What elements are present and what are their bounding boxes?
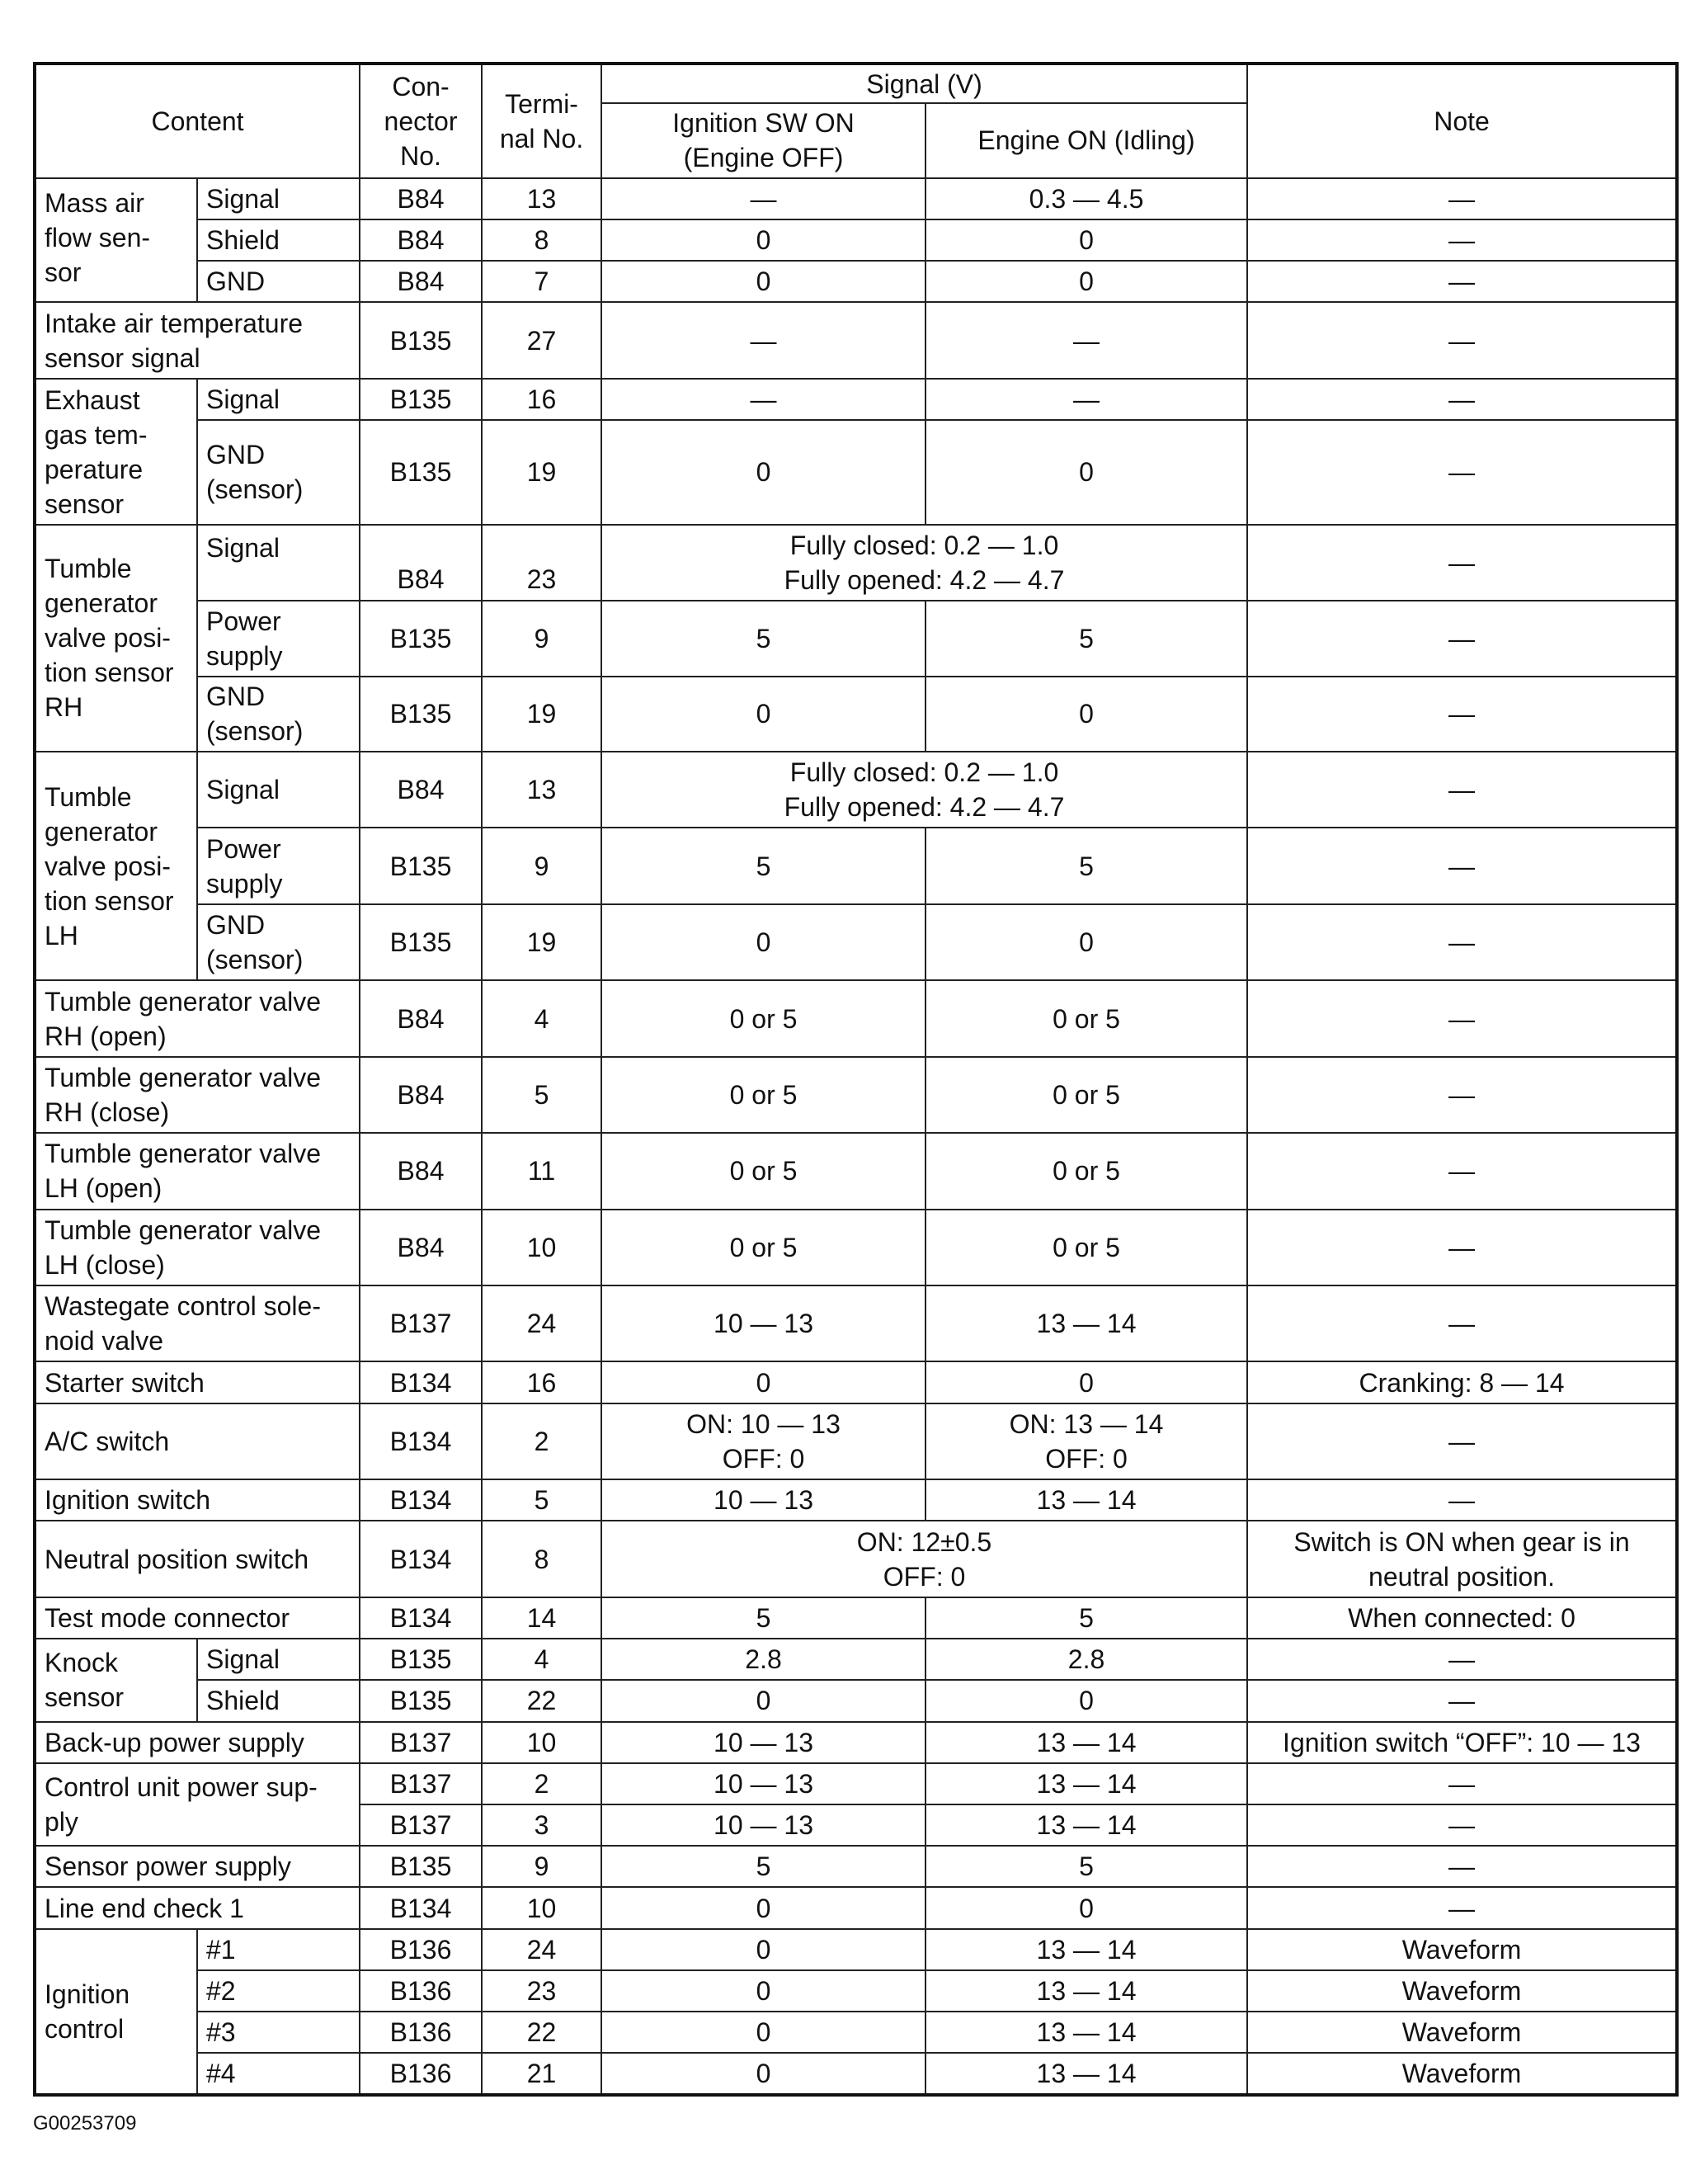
connector-cell: B137: [360, 1285, 482, 1361]
terminal-cell: 19: [482, 420, 601, 525]
table-row: [35, 1680, 1677, 1721]
table-row: [35, 1763, 1677, 1804]
ignition-value: 0: [601, 677, 926, 752]
ignition-value: 0: [601, 1361, 926, 1403]
engine-value: 13 — 14: [926, 1285, 1247, 1361]
engine-value: 13 — 14: [926, 1479, 1247, 1521]
connector-cell: B134: [360, 1361, 482, 1403]
note-cell: —: [1247, 1639, 1677, 1680]
table-row: [35, 1133, 1677, 1209]
engine-value: 0: [926, 1680, 1247, 1721]
table-row: [35, 1887, 1677, 1928]
terminal-cell: 5: [482, 1057, 601, 1133]
engine-value: 0.3 — 4.5: [926, 178, 1247, 219]
engine-value: 13 — 14: [926, 1763, 1247, 1804]
terminal-cell: 24: [482, 1929, 601, 1970]
table-row: [35, 904, 1677, 980]
sub-item: #4: [197, 2053, 360, 2095]
connector-cell: B136: [360, 2053, 482, 2095]
merged-signal: Fully closed: 0.2 — 1.0 Fully opened: 4.2 — 4.7: [601, 752, 1247, 828]
connector-cell: B84: [360, 219, 482, 261]
ignition-value: 0: [601, 1929, 926, 1970]
ignition-value: 10 — 13: [601, 1479, 926, 1521]
table-row: [35, 178, 1677, 219]
sub-item: Shield: [197, 219, 360, 261]
connector-cell: B136: [360, 2012, 482, 2053]
engine-value: 0: [926, 261, 1247, 302]
merged-signal: ON: 12±0.5 OFF: 0: [601, 1521, 1247, 1597]
engine-value: 5: [926, 1597, 1247, 1639]
terminal-cell: 22: [482, 1680, 601, 1721]
table-row: [35, 2053, 1677, 2095]
note-cell: When connected: 0: [1247, 1597, 1677, 1639]
ignition-value: 0: [601, 1887, 926, 1928]
note-cell: —: [1247, 677, 1677, 752]
note-cell: —: [1247, 302, 1677, 378]
note-cell: —: [1247, 904, 1677, 980]
header-engine-on: Engine ON (Idling): [926, 103, 1247, 177]
connector-cell: B84: [360, 525, 482, 601]
engine-value: 2.8: [926, 1639, 1247, 1680]
terminal-cell: 19: [482, 677, 601, 752]
ignition-value: 0 or 5: [601, 1210, 926, 1285]
ignition-value: —: [601, 302, 926, 378]
connector-cell: B135: [360, 677, 482, 752]
connector-cell: B84: [360, 1210, 482, 1285]
header-connector: Con- nector No.: [360, 64, 482, 178]
ignition-value: 0: [601, 219, 926, 261]
connector-cell: B136: [360, 1970, 482, 2012]
connector-cell: B136: [360, 1929, 482, 1970]
connector-cell: B135: [360, 828, 482, 903]
ignition-value: —: [601, 379, 926, 420]
engine-value: 0 or 5: [926, 1210, 1247, 1285]
engine-value: —: [926, 302, 1247, 378]
header-content: Content: [35, 64, 360, 178]
terminal-cell: 22: [482, 2012, 601, 2053]
sub-item: Power supply: [197, 601, 360, 676]
terminal-cell: 14: [482, 1597, 601, 1639]
terminal-cell: 9: [482, 828, 601, 903]
connector-cell: B134: [360, 1479, 482, 1521]
terminal-cell: 2: [482, 1763, 601, 1804]
group-label: Mass air flow sen- sor: [35, 178, 197, 303]
ignition-value: 5: [601, 828, 926, 903]
ignition-value: 10 — 13: [601, 1804, 926, 1846]
terminal-cell: 4: [482, 1639, 601, 1680]
connector-cell: B135: [360, 904, 482, 980]
engine-value: 13 — 14: [926, 2012, 1247, 2053]
sub-item: GND (sensor): [197, 677, 360, 752]
note-cell: —: [1247, 601, 1677, 676]
ignition-value: 0: [601, 420, 926, 525]
note-cell: —: [1247, 261, 1677, 302]
connector-cell: B135: [360, 601, 482, 676]
engine-value: 5: [926, 1846, 1247, 1887]
ignition-value: 10 — 13: [601, 1722, 926, 1763]
note-cell: —: [1247, 1680, 1677, 1721]
connector-cell: B84: [360, 980, 482, 1056]
content-cell: Neutral position switch: [35, 1521, 360, 1597]
connector-cell: B137: [360, 1763, 482, 1804]
terminal-cell: 21: [482, 2053, 601, 2095]
ignition-value: 5: [601, 1846, 926, 1887]
group-label: Control unit power sup- ply: [35, 1763, 360, 1846]
table-row: [35, 302, 1677, 378]
terminal-cell: 24: [482, 1285, 601, 1361]
connector-cell: B135: [360, 420, 482, 525]
content-cell: Line end check 1: [35, 1887, 360, 1928]
note-cell: Ignition switch “OFF”: 10 — 13: [1247, 1722, 1677, 1763]
header-note: Note: [1247, 64, 1677, 178]
merged-signal: Fully closed: 0.2 — 1.0 Fully opened: 4.2 — 4.7: [601, 525, 1247, 601]
group-label: Tumble generator valve posi- tion sensor RH: [35, 525, 197, 752]
note-cell: Cranking: 8 — 14: [1247, 1361, 1677, 1403]
ignition-value: 0: [601, 904, 926, 980]
terminal-cell: 19: [482, 904, 601, 980]
note-cell: —: [1247, 1804, 1677, 1846]
terminal-cell: 16: [482, 1361, 601, 1403]
note-cell: Waveform: [1247, 2053, 1677, 2095]
sub-item: Signal: [197, 752, 360, 828]
note-cell: —: [1247, 980, 1677, 1056]
table-row: [35, 601, 1677, 676]
note-cell: Switch is ON when gear is in neutral position.: [1247, 1521, 1677, 1597]
note-cell: —: [1247, 178, 1677, 219]
note-cell: —: [1247, 1133, 1677, 1209]
sub-item: Shield: [197, 1680, 360, 1721]
note-cell: —: [1247, 1763, 1677, 1804]
ignition-value: 0: [601, 2053, 926, 2095]
sub-item: Signal: [197, 178, 360, 219]
group-label: Knock sensor: [35, 1639, 197, 1721]
content-cell: Sensor power supply: [35, 1846, 360, 1887]
table-row: [35, 1929, 1677, 1970]
terminal-cell: 27: [482, 302, 601, 378]
terminal-cell: 7: [482, 261, 601, 302]
terminal-cell: 9: [482, 1846, 601, 1887]
note-cell: —: [1247, 379, 1677, 420]
note-cell: —: [1247, 1479, 1677, 1521]
table-row: [35, 752, 1677, 828]
engine-value: 0 or 5: [926, 980, 1247, 1056]
connector-cell: B84: [360, 1133, 482, 1209]
engine-value: 0: [926, 677, 1247, 752]
header-signal: Signal (V): [601, 64, 1247, 103]
ignition-value: 2.8: [601, 1639, 926, 1680]
note-cell: —: [1247, 420, 1677, 525]
ignition-value: —: [601, 178, 926, 219]
note-cell: —: [1247, 752, 1677, 828]
group-label: Tumble generator valve posi- tion sensor LH: [35, 752, 197, 980]
content-cell: Starter switch: [35, 1361, 360, 1403]
table-row: [35, 677, 1677, 752]
table-row: [35, 1846, 1677, 1887]
table-row: [35, 219, 1677, 261]
table-row: [35, 1479, 1677, 1521]
connector-cell: B137: [360, 1722, 482, 1763]
ignition-value: 5: [601, 1597, 926, 1639]
sub-item: #1: [197, 1929, 360, 1970]
table-row: [35, 1285, 1677, 1361]
note-cell: Waveform: [1247, 2012, 1677, 2053]
table-row: [35, 1057, 1677, 1133]
content-cell: Intake air temperature sensor signal: [35, 302, 360, 378]
sub-item: GND (sensor): [197, 904, 360, 980]
ignition-value: 5: [601, 601, 926, 676]
header-ignition-on: Ignition SW ON (Engine OFF): [601, 103, 926, 177]
connector-cell: B84: [360, 178, 482, 219]
table-row: [35, 1722, 1677, 1763]
terminal-cell: 4: [482, 980, 601, 1056]
ignition-value: 0: [601, 1680, 926, 1721]
signal-table: [33, 62, 1679, 2097]
engine-value: 0: [926, 1887, 1247, 1928]
table-row: [35, 1210, 1677, 1285]
terminal-cell: 10: [482, 1210, 601, 1285]
table-row: [35, 2012, 1677, 2053]
engine-value: 13 — 14: [926, 1970, 1247, 2012]
terminal-cell: 8: [482, 219, 601, 261]
terminal-cell: 23: [482, 525, 601, 601]
ignition-value: ON: 10 — 13 OFF: 0: [601, 1403, 926, 1479]
engine-value: 0 or 5: [926, 1133, 1247, 1209]
terminal-cell: 5: [482, 1479, 601, 1521]
connector-cell: B135: [360, 379, 482, 420]
engine-value: —: [926, 379, 1247, 420]
content-cell: Tumble generator valve LH (open): [35, 1133, 360, 1209]
terminal-cell: 10: [482, 1722, 601, 1763]
table-row: [35, 379, 1677, 420]
note-cell: —: [1247, 1057, 1677, 1133]
connector-cell: B134: [360, 1403, 482, 1479]
note-cell: —: [1247, 1210, 1677, 1285]
ignition-value: 0: [601, 261, 926, 302]
ignition-value: 0 or 5: [601, 980, 926, 1056]
table-row: [35, 1970, 1677, 2012]
note-cell: —: [1247, 219, 1677, 261]
table-row: [35, 1639, 1677, 1680]
connector-cell: B84: [360, 1057, 482, 1133]
engine-value: 5: [926, 828, 1247, 903]
group-label: Ignition control: [35, 1929, 197, 2095]
spec-sheet: [33, 62, 1675, 2097]
table-row: [35, 261, 1677, 302]
terminal-cell: 16: [482, 379, 601, 420]
group-label: Exhaust gas tem- perature sensor: [35, 379, 197, 525]
sub-item: Power supply: [197, 828, 360, 903]
table-row: [35, 1361, 1677, 1403]
ignition-value: 10 — 13: [601, 1285, 926, 1361]
content-cell: A/C switch: [35, 1403, 360, 1479]
content-cell: Test mode connector: [35, 1597, 360, 1639]
sub-item: Signal: [197, 379, 360, 420]
terminal-cell: 2: [482, 1403, 601, 1479]
note-cell: Waveform: [1247, 1970, 1677, 2012]
engine-value: 0: [926, 420, 1247, 525]
note-cell: —: [1247, 1285, 1677, 1361]
connector-cell: B134: [360, 1887, 482, 1928]
engine-value: 13 — 14: [926, 1929, 1247, 1970]
sub-item: GND (sensor): [197, 420, 360, 525]
content-cell: Tumble generator valve RH (close): [35, 1057, 360, 1133]
table-row: [35, 980, 1677, 1056]
note-cell: —: [1247, 1846, 1677, 1887]
note-cell: —: [1247, 525, 1677, 601]
table-row: [35, 525, 1677, 601]
terminal-cell: 9: [482, 601, 601, 676]
engine-value: 13 — 14: [926, 1804, 1247, 1846]
connector-cell: B135: [360, 1680, 482, 1721]
header-terminal: Termi- nal No.: [482, 64, 601, 178]
terminal-cell: 13: [482, 178, 601, 219]
ignition-value: 0 or 5: [601, 1133, 926, 1209]
ignition-value: 0: [601, 1970, 926, 2012]
engine-value: 0: [926, 1361, 1247, 1403]
table-row: [35, 1403, 1677, 1479]
table-row: [35, 420, 1677, 525]
connector-cell: B135: [360, 1846, 482, 1887]
terminal-cell: 8: [482, 1521, 601, 1597]
note-cell: Waveform: [1247, 1929, 1677, 1970]
note-cell: —: [1247, 1403, 1677, 1479]
connector-cell: B84: [360, 752, 482, 828]
note-cell: —: [1247, 1887, 1677, 1928]
table-row: [35, 828, 1677, 903]
table-row: [35, 1597, 1677, 1639]
content-cell: Tumble generator valve RH (open): [35, 980, 360, 1056]
connector-cell: B134: [360, 1521, 482, 1597]
sub-item: GND: [197, 261, 360, 302]
content-cell: Back-up power supply: [35, 1722, 360, 1763]
sub-item: Signal: [197, 525, 360, 601]
connector-cell: B84: [360, 261, 482, 302]
engine-value: 5: [926, 601, 1247, 676]
connector-cell: B137: [360, 1804, 482, 1846]
content-cell: Ignition switch: [35, 1479, 360, 1521]
terminal-cell: 3: [482, 1804, 601, 1846]
connector-cell: B135: [360, 1639, 482, 1680]
table-row: [35, 1521, 1677, 1597]
ignition-value: 0: [601, 2012, 926, 2053]
sub-item: #3: [197, 2012, 360, 2053]
engine-value: 0: [926, 219, 1247, 261]
figure-id: G00253709: [33, 2112, 137, 2134]
terminal-cell: 10: [482, 1887, 601, 1928]
engine-value: 0 or 5: [926, 1057, 1247, 1133]
engine-value: 0: [926, 904, 1247, 980]
engine-value: ON: 13 — 14 OFF: 0: [926, 1403, 1247, 1479]
connector-cell: B135: [360, 302, 482, 378]
connector-cell: B134: [360, 1597, 482, 1639]
header-row: [35, 64, 1677, 103]
ignition-value: 10 — 13: [601, 1763, 926, 1804]
terminal-cell: 11: [482, 1133, 601, 1209]
content-cell: Wastegate control sole- noid valve: [35, 1285, 360, 1361]
ignition-value: 0 or 5: [601, 1057, 926, 1133]
engine-value: 13 — 14: [926, 1722, 1247, 1763]
sub-item: Signal: [197, 1639, 360, 1680]
content-cell: Tumble generator valve LH (close): [35, 1210, 360, 1285]
note-cell: —: [1247, 828, 1677, 903]
terminal-cell: 13: [482, 752, 601, 828]
terminal-cell: 23: [482, 1970, 601, 2012]
engine-value: 13 — 14: [926, 2053, 1247, 2095]
sub-item: #2: [197, 1970, 360, 2012]
